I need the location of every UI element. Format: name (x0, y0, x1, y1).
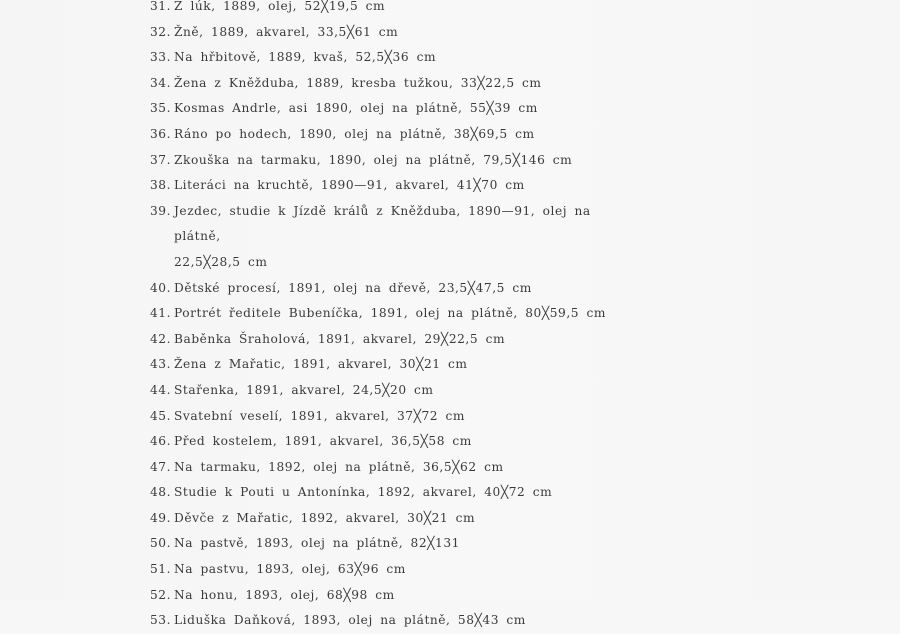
item-number: 42. (150, 331, 172, 346)
item-number: 35. (150, 101, 172, 116)
item-text: Na tarmaku, 1892, olej na plátně, 36,5╳62 cm (174, 459, 504, 474)
artwork-list (150, 0, 634, 634)
item-text: Z lúk, 1889, olej, 52╳19,5 cm (174, 0, 386, 13)
item-text: Dětské procesí, 1891, olej na dřevě, 23,5╳47,5 cm (174, 280, 532, 295)
item-number: 50. (150, 536, 172, 551)
item-text: Ráno po hodech, 1890, olej na plátně, 38╳69,5 cm (174, 126, 535, 141)
item-number: 52. (150, 587, 172, 602)
list-item (150, 122, 634, 148)
item-text: Liduška Daňková, 1893, olej na plátně, 58╳43 cm (174, 613, 526, 628)
list-item (150, 20, 634, 46)
item-number: 43. (150, 357, 172, 372)
list-item (150, 199, 634, 276)
list-item (150, 96, 634, 122)
item-number: 41. (150, 306, 172, 321)
item-number: 38. (150, 178, 172, 193)
item-text: Studie k Pouti u Antonínka, 1892, akvarel, 40╳72 cm (174, 485, 553, 500)
item-number: 31. (150, 0, 172, 13)
list-item (150, 583, 634, 609)
list-item (150, 557, 634, 583)
item-text: Žena z Kněžduba, 1889, kresba tužkou, 33╳22,5 cm (174, 75, 542, 90)
item-number: 34. (150, 75, 172, 90)
list-item (150, 301, 634, 327)
item-text: Na pastvě, 1893, olej na plátně, 82╳131 (174, 536, 460, 551)
list-item (150, 327, 634, 353)
item-text: Před kostelem, 1891, akvarel, 36,5╳58 cm (174, 434, 472, 449)
list-item (150, 429, 634, 455)
item-text: Svatební veselí, 1891, akvarel, 37╳72 cm (174, 408, 466, 423)
item-number: 46. (150, 434, 172, 449)
list-item (150, 480, 634, 506)
list-item (150, 276, 634, 302)
list-item (150, 45, 634, 71)
item-text: Kosmas Andrle, asi 1890, olej na plátně, 55╳39 cm (174, 101, 538, 116)
item-text: Děvče z Mařatic, 1892, akvarel, 30╳21 cm (174, 510, 476, 525)
list-item (150, 455, 634, 481)
item-text: Stařenka, 1891, akvarel, 24,5╳20 cm (174, 382, 434, 397)
item-number: 48. (150, 485, 172, 500)
item-number: 45. (150, 408, 172, 423)
item-text: Zkouška na tarmaku, 1890, olej na plátně, 79,5╳146 cm (174, 152, 573, 167)
list-item (150, 352, 634, 378)
item-text-continuation: 22,5╳28,5 cm (174, 254, 268, 269)
item-number: 37. (150, 152, 172, 167)
item-text: Žena z Mařatic, 1891, akvarel, 30╳21 cm (174, 357, 468, 372)
item-number: 51. (150, 562, 172, 577)
item-number: 40. (150, 280, 172, 295)
list-item (150, 506, 634, 532)
item-text: Žně, 1889, akvarel, 33,5╳61 cm (174, 24, 399, 39)
item-number: 44. (150, 382, 172, 397)
item-number: 47. (150, 459, 172, 474)
item-text: Na honu, 1893, olej, 68╳98 cm (174, 587, 395, 602)
item-text: Jezdec, studie k Jízdě králů z Kněžduba, 1890—91, olej na plátně, (174, 203, 591, 244)
list-item (150, 378, 634, 404)
item-number: 53. (150, 613, 172, 628)
item-number: 33. (150, 50, 172, 65)
item-number: 49. (150, 510, 172, 525)
list-item (150, 173, 634, 199)
item-number: 32. (150, 24, 172, 39)
item-text: Literáci na kruchtě, 1890—91, akvarel, 41╳70 cm (174, 178, 525, 193)
item-text: Baběnka Šraholová, 1891, akvarel, 29╳22,5 cm (174, 331, 506, 346)
list-item (150, 0, 634, 20)
item-number: 36. (150, 126, 172, 141)
item-text: Na hřbitově, 1889, kvaš, 52,5╳36 cm (174, 50, 437, 65)
list-item (150, 148, 634, 174)
item-text: Portrét ředitele Bubeníčka, 1891, olej na plátně, 80╳59,5 cm (174, 306, 606, 321)
list-item (150, 71, 634, 97)
item-text: Na pastvu, 1893, olej, 63╳96 cm (174, 562, 406, 577)
list-item (150, 404, 634, 430)
item-number: 39. (150, 203, 172, 218)
list-item (150, 531, 634, 557)
list-item (150, 608, 634, 634)
